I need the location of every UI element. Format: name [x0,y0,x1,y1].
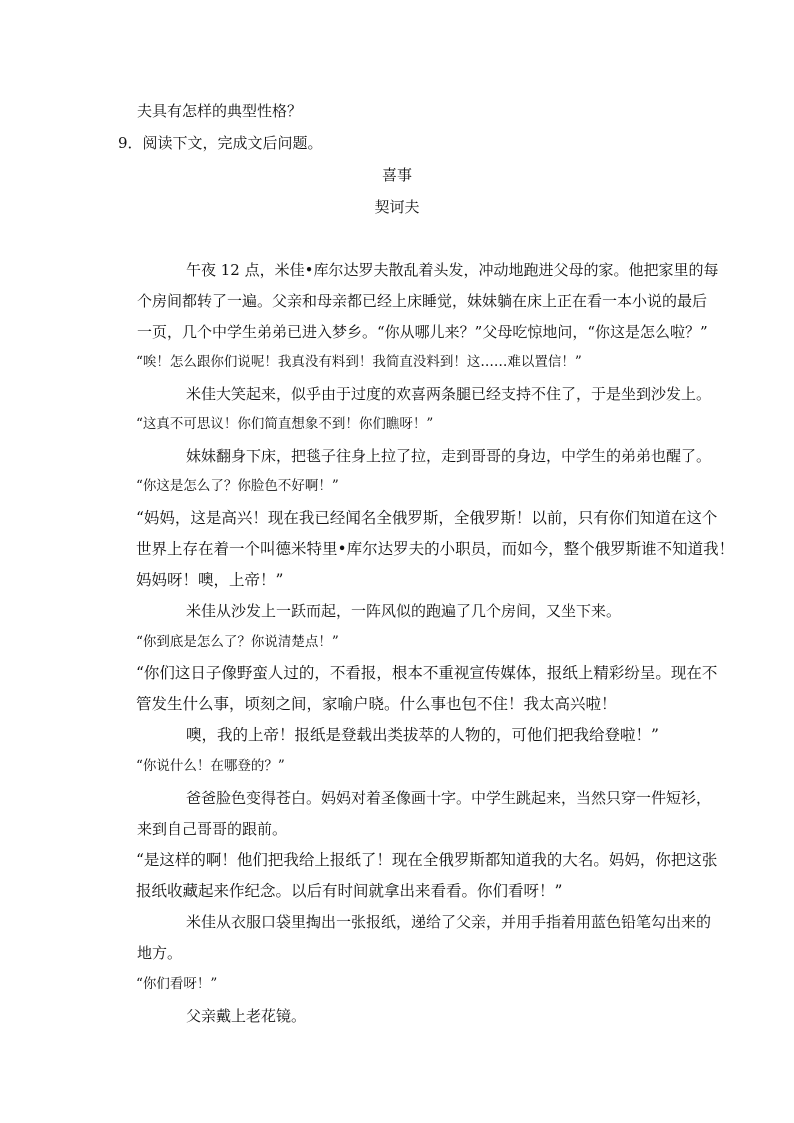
paragraph-line: 个房间都转了一遍。父亲和母亲都已经上床睡觉，妹妹躺在床上正在看一本小说的最后 [137,292,708,310]
previous-question-tail: 夫具有怎样的典型性格？ [137,102,303,120]
paragraph-line: 父亲戴上老花镜。 [186,1007,307,1025]
dialogue-line: “是这样的啊！他们把我给上报纸了！现在全俄罗斯都知道我的大名。妈妈，你把这张 [136,851,718,869]
paragraph-line: 米佳从沙发上一跃而起，一阵风似的跑遍了几个房间，又坐下来。 [186,602,622,620]
story-title: 喜事 [381,166,412,184]
paragraph-line: 午夜 12 点，米佳•库尔达罗夫散乱着头发，冲动地跑进父母的家。他把家里的每 [186,261,719,279]
paragraph-line: 来到自己哥哥的跟前。 [137,820,288,838]
question-9-prompt: 9．阅读下文，完成文后问题。 [118,134,323,152]
dialogue-line: 噢，我的上帝！报纸是登载出类拔萃的人物的，可他们把我给登啦！” [186,726,659,744]
paragraph-line: 米佳从衣服口袋里掏出一张报纸，递给了父亲，并用手指着用蓝色铅笔勾出来的 [186,913,712,931]
story-author: 契诃夫 [374,198,420,216]
dialogue-line: “你说什么！在哪登的？” [136,758,285,774]
paragraph-line: 米佳大笑起来，似乎由于过度的欢喜两条腿已经支持不住了，于是坐到沙发上。 [186,385,712,403]
dialogue-line: “这真不可思议！你们简直想象不到！你们瞧呀！” [136,416,434,432]
paragraph-line: 一页，几个中学生弟弟已进入梦乡。“你从哪儿来？”父母吃惊地问，“你这是怎么啦？” [137,323,708,341]
dialogue-line: “你这是怎么了？你脸色不好啊！” [136,478,339,494]
dialogue-line: “唉！怎么跟你们说呢！我真没有料到！我简直没料到！这……难以置信！” [136,354,582,370]
paragraph-line: 爸爸脸色变得苍白。妈妈对着圣像画十字。中学生跳起来，当然只穿一件短衫， [186,789,712,807]
dialogue-line: 世界上存在着一个叫德米特里•库尔达罗夫的小职员，而如今，整个俄罗斯谁不知道我！ [136,540,735,558]
dialogue-line: “你们看呀！” [136,976,218,992]
dialogue-line: 管发生什么事，顷刻之间，家喻户晓。什么事也包不住！我太高兴啦！ [136,695,617,713]
dialogue-line: 报纸收藏起来作纪念。以后有时间就拿出来看看。你们看呀！” [136,882,563,900]
paragraph-line: 地方。 [137,944,183,962]
dialogue-line: “妈妈，这是高兴！现在我已经闻名全俄罗斯，全俄罗斯！以前，只有你们知道在这个 [136,509,718,527]
dialogue-line: 妈妈呀！噢，上帝！” [136,571,284,589]
dialogue-line: “你们这日子像野蛮人过的，不看报，根本不重视宣传媒体，报纸上精彩纷呈。现在不 [136,664,718,682]
dialogue-line: “你到底是怎么了？你说清楚点！” [136,634,339,650]
paragraph-line: 妹妹翻身下床，把毯子往身上拉了拉，走到哥哥的身边，中学生的弟弟也醒了。 [186,447,712,465]
